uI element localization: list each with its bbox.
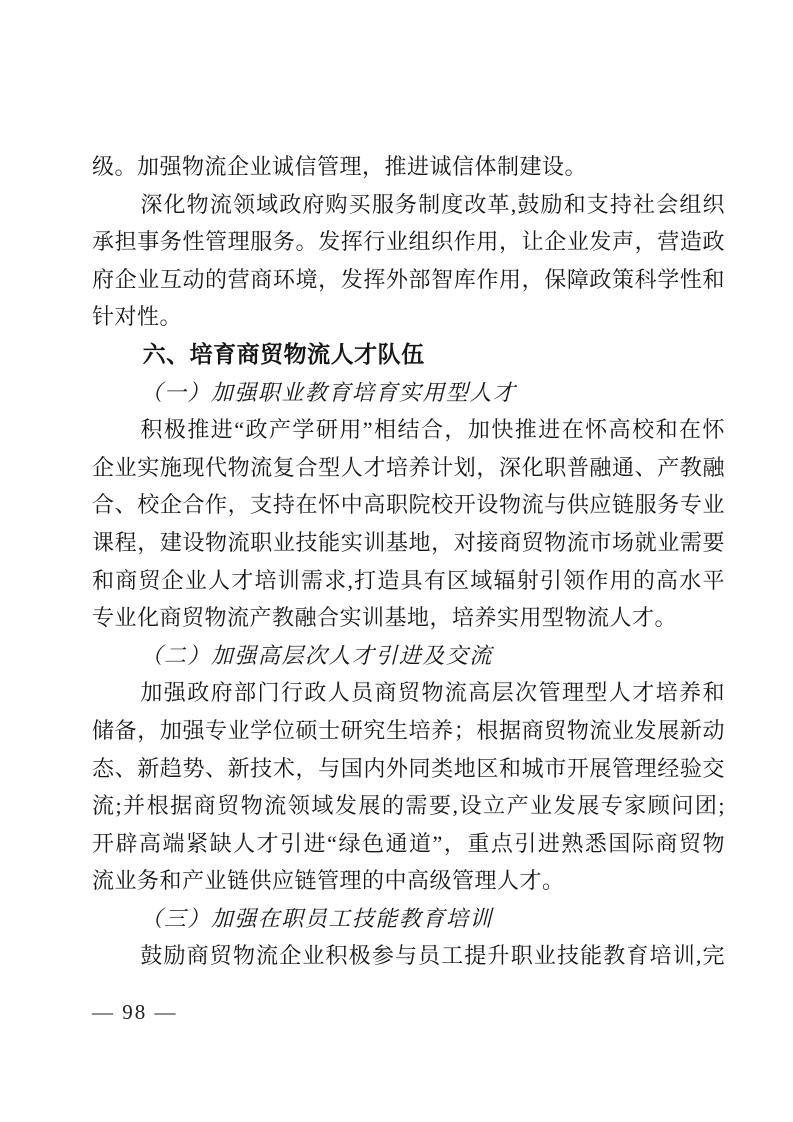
subsection-heading: （一）加强职业教育培育实用型人才 bbox=[140, 379, 517, 405]
section-heading: 六、培育商贸物流人才队伍 bbox=[142, 340, 425, 367]
body-line: 级。加强物流企业诚信管理，推进诚信体制建设。 bbox=[92, 154, 588, 179]
body-line: 专业化商贸物流产教融合实训基地，培养实用型物流人才。 bbox=[92, 605, 678, 631]
body-line: 企业实施现代物流复合型人才培养计划，深化职普融通、产教融 bbox=[92, 454, 725, 480]
subsection-heading: （二）加强高层次人才引进及交流 bbox=[140, 642, 493, 668]
body-line: 流;并根据商贸物流领域发展的需要,设立产业发展专家顾问团; bbox=[92, 793, 725, 819]
body-line: 针对性。 bbox=[92, 304, 183, 330]
body-line: 和商贸企业人才培训需求,打造具有区域辐射引领作用的高水平 bbox=[92, 567, 725, 593]
body-line: 合、校企合作，支持在怀中高职院校开设物流与供应链服务专业 bbox=[92, 492, 725, 518]
subsection-heading: （三）加强在职员工技能教育培训 bbox=[140, 905, 493, 931]
page-number: — 98 — bbox=[92, 1000, 178, 1024]
body-line: 深化物流领域政府购买服务制度改革,鼓励和支持社会组织 bbox=[140, 191, 725, 217]
body-line: 加强政府部门行政人员商贸物流高层次管理型人才培养和 bbox=[140, 680, 725, 706]
body-line: 储备，加强专业学位硕士研究生培养；根据商贸物流业发展新动 bbox=[92, 717, 725, 743]
body-line: 态、新趋势、新技术，与国内外同类地区和城市开展管理经验交 bbox=[92, 755, 725, 781]
body-line: 流业务和产业链供应链管理的中高级管理人才。 bbox=[92, 868, 565, 894]
body-line: 承担事务性管理服务。发挥行业组织作用，让企业发声，营造政 bbox=[92, 229, 725, 255]
page-footer bbox=[92, 998, 178, 1026]
body-line: 课程，建设物流职业技能实训基地，对接商贸物流市场就业需要 bbox=[92, 529, 725, 555]
body-line: 府企业互动的营商环境，发挥外部智库作用，保障政策科学性和 bbox=[92, 266, 725, 292]
body-line: 鼓励商贸物流企业积极参与员工提升职业技能教育培训,完 bbox=[140, 943, 725, 969]
body-line: 开辟高端紧缺人才引进“绿色通道”，重点引进熟悉国际商贸物 bbox=[92, 830, 725, 856]
body-line: 积极推进“政产学研用”相结合，加快推进在怀高校和在怀 bbox=[140, 417, 725, 443]
document-body bbox=[92, 148, 725, 975]
